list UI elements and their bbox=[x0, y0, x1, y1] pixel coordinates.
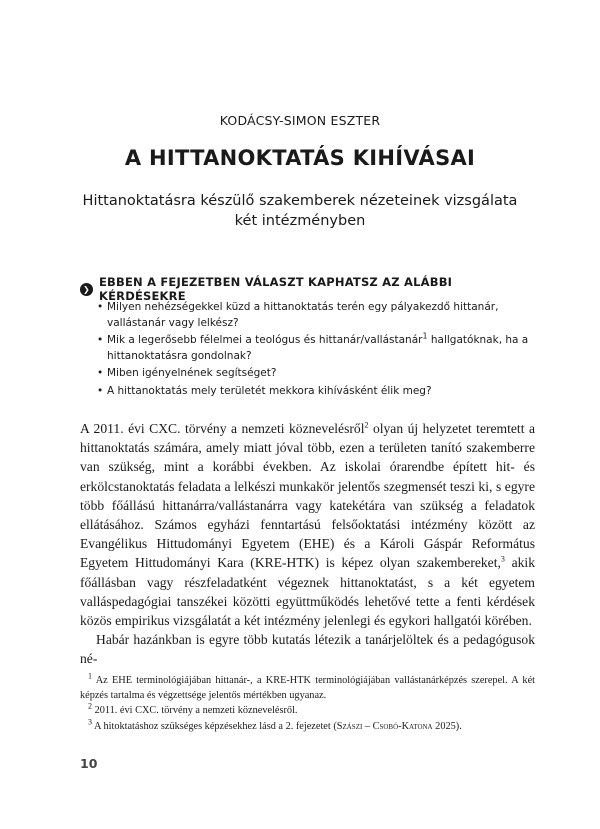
chevron-right-circle-icon: ❯ bbox=[80, 283, 93, 296]
footnote-ref: 3 bbox=[500, 554, 505, 564]
page-number: 10 bbox=[80, 756, 98, 771]
paragraph: A 2011. évi CXC. törvény a nemzeti köznevelésről$^2$ olyan új helyzetet teremtett a hittanoktatás számára, amely miatt jóval több, ezen a területen tanító szakemberre van szükség, mint a korábbi években. Az iskolai órarendbe épített hit- és erkölcstanoktatás feladata a lelkészi munkakör jelentős szegmensét teszi ki, s egyre több főállású hittanárra/vallástanárra vagy katekétára van szükség a feladatok ellátásához. Számos egyházi fenntartású felsőoktatási intézmény között az Evangélikus Hittudományi Egyetem (EHE) és a Károli Gáspár Református Egyetem Hittudományi Kara (KRE-HTK) is képez olyan szakembereket,$^3$ akik főállásban vagy részfeladatként végeznek hittanoktatást, s a két egyetem valláspedagógiai tanszékei közötti együttműködés lehetővé tette a fenti kérdések közös empirikus vizsgálatát a két intézmény jelenlegi és egykori hallgatói körében. bbox=[80, 420, 535, 629]
chapter-title: A HITTANOKTATÁS KIHÍVÁSAI bbox=[124, 146, 476, 170]
chapter-questions-box bbox=[80, 275, 540, 401]
paragraph: Habár hazánkban is egyre több kutatás létezik a tanárjelöltek és a pedagógusok né- bbox=[80, 632, 535, 667]
footnote: $^3$ A hitoktatáshoz szükséges képzésekhez lásd a 2. fejezetet (Szászi – Csobó-Katona 2025). bbox=[88, 717, 462, 732]
footnote-ref: 1 bbox=[422, 331, 428, 341]
questions-heading: EBBEN A FEJEZETBEN VÁLASZT KAPHATSZ AZ ALÁBBI KÉRDÉSEKRE bbox=[99, 275, 453, 303]
footnote: $^2$ 2011. évi CXC. törvény a nemzeti köznevelésről. bbox=[88, 701, 298, 716]
questions-heading-row bbox=[80, 275, 540, 303]
chapter-subtitle bbox=[60, 191, 540, 231]
list-item: • Miben igényelnének segítséget? bbox=[97, 366, 540, 382]
footnotes bbox=[80, 671, 535, 735]
citation: Szászi – Csobó-Katona 2025 bbox=[336, 720, 456, 732]
list-item: • A hittanoktatás mely területét mekkora kihívásként élik meg? bbox=[97, 384, 540, 400]
list-item: • Mik a legerősebb félelmei a teológus és hittanár/vallástanár$^1$ hallgatóknak, ha a hittanoktatásra gondolnak? bbox=[97, 333, 540, 364]
chapter-author: KODÁCSY-SIMON ESZTER bbox=[219, 113, 381, 128]
subtitle-line-1: Hittanoktatásra készülő szakemberek nézeteinek vizsgálata bbox=[82, 193, 518, 209]
questions-list bbox=[80, 300, 540, 399]
body-text bbox=[80, 419, 535, 669]
subtitle-line-2: két intézményben bbox=[234, 213, 366, 229]
footnote: $^1$ Az EHE terminológiájában hittanár-, a KRE-HTK terminológiájában vallástanárképzés szerepel. A két képzés tartalma és végzettsége jelentős mértékben ugyanaz. bbox=[80, 671, 535, 701]
footnote-ref: 2 bbox=[364, 420, 369, 430]
list-item: • Milyen nehézségekkel küzd a hittanoktatás terén egy pályakezdő hittanár, vallástanár vagy lelkész? bbox=[97, 300, 540, 331]
